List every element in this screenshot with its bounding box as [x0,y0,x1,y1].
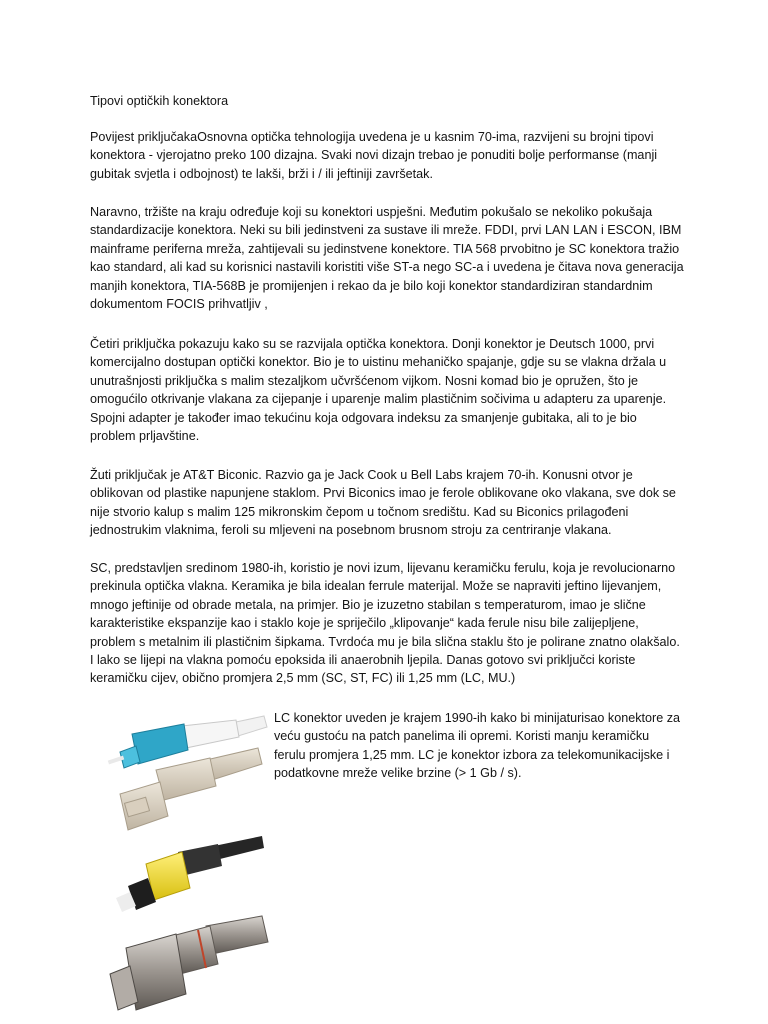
paragraph-deutsch: Četiri priključka pokazuju kako su se razvijala optička konektora. Donji konektor je Deutsch 1000, prvi komercijalno dostupan optički konektor. Bio je to uistinu mehaničko spajanje, gdje su se vlakna držala u unutrašnjosti priključka s malim stezaljkom učvršćenom vijkom. Nosni komad bio je opružen, što je omogućilo otkrivanje vlakana za cijepanje i uparenje malim plastičnim sočivima u adapteru za uparenje. Spojni adapter je također imao tekućinu koja odgovara indeksu za smanjenje gubitaka, ali to je bio problem prljavštine. [90,337,667,444]
paragraph-sc: SC, predstavljen sredinom 1980-ih, koristio je novi izum, lijevanu keramičku ferulu, koja je revolucionarno prekinula optička vlakna. Keramika je bila idealan ferrule materijal. Može se napraviti jeftino lijevanjem, mnogo jeftinije od obrade metala, na primjer. Bio je izuzetno stabilan s temperaturom, imao je slične karakteristike ekspanzije kao i staklo koje je spriječilo „klipovanje“ kada ferule nisu bile zalijepljene, problem s metalnim ili plastičnim šipkama. Tvrdoća mu je bila slična staklu što je polirane znatno olakšalo. I lako se lijepi na vlakna pomoću epoksida ili anaerobnih ljepila. Danas gotovo svi priključci koriste keramičku cijev, obično promjera 2,5 mm (SC, ST, FC) ili 1,25 mm (LC, MU.) [90,561,680,686]
paragraph-lc: LC konektor uveden je krajem 1990-ih kako bi minijaturisao konektore za veću gustoću na patch panelima ili opremi. Koristi manju keramičku ferulu promjera 1,25 mm. LC je konektor izbora za telekomunikacijske i podatkovne mreže velike brzine (> 1 Gb / s). [274,711,681,781]
paragraph-history: Povijest priključakaOsnovna optička tehnologija uvedena je u kasnim 70-ima, razvijeni su brojni tipovi konektora - vjerojatno preko 100 dizajna. Svaki novi dizajn trebao je ponuditi bolje performanse (manji gubitak svjetla i odbojnost) te lakši, brži i / ili jeftiniji završetak. [90,130,658,181]
document-title: Tipovi optičkih konektora [90,94,229,108]
fiber-connectors-photo [86,712,272,1024]
deutsch-connector-icon [110,916,268,1010]
paragraph-standardization: Naravno, tržište na kraju određuje koji su konektori uspješni. Međutim pokušalo se nekoliko pokušaja standardizacije konektora. Neki su bili jedinstveni za sustave ili mreže. FDDI, prvi LAN LAN i ESCON, IBM mainframe periferna mreža, zahtijevali su jedinstvene konektore. TIA 568 prvobitno je SC konektora tražio kao standard, ali kad su korisnici nastavili koristiti više ST-a nego SC-a i uvedena je čitava nova generacija manjih konektora, TIA-568B je promijenjen i rekao da je bilo koji konektor standardiziran standardnim dokumentom FOCIS prihvatljiv , [90,205,684,312]
biconic-connector-icon [116,836,264,912]
paragraph-biconic: Žuti priključak je AT&T Biconic. Razvio ga je Jack Cook u Bell Labs krajem 70-ih. Konusni otvor je oblikovan od plastike napunjene staklom. Prvi Biconics imao je ferole oblikovane oko vlakana, sve dok se nije stvorio kalup s malim 125 mikronskim čepom u točnom središtu. Kad su Biconics prilagođeni jednostrukim vlaknima, feroli su mljeveni na posebnom brusnom stroju za centriranje vlakana. [90,468,676,538]
